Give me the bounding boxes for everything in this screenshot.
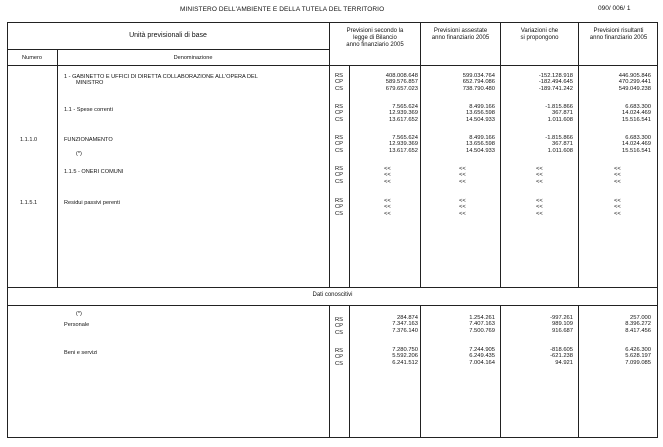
col4-values: 257.000 8.396.272 8.417.456 <box>625 315 651 334</box>
denominazione-header: Denominazione <box>173 55 213 61</box>
col1-line-lower <box>420 305 421 438</box>
col2-values: 7.244.905 6.249.435 7.004.164 <box>469 347 495 366</box>
col2-values: 1.254.261 7.407.163 7.500.769 <box>469 315 495 334</box>
col1-values: 284.874 7.347.163 7.376.140 <box>392 315 418 334</box>
note-marker: (*) <box>76 311 82 317</box>
col2-line <box>500 22 501 287</box>
section-label: 1.1 - Spese correnti <box>64 107 113 113</box>
numero-col-line <box>57 49 58 287</box>
dati-title: Dati conoscitivi <box>312 292 353 298</box>
row-codes: RS CP CS <box>335 198 344 217</box>
row-codes: RS CP CS <box>335 348 344 367</box>
col4-values: 6.426.300 5.628.197 7.099.085 <box>625 347 651 366</box>
col2-header: Previsioni assestate anno finanziario 2005 <box>431 28 490 41</box>
col2-values: << << << <box>459 198 466 217</box>
row-label: Personale <box>64 322 90 328</box>
col1-values: << << << <box>384 166 391 185</box>
col2-values: << << << <box>459 166 466 185</box>
col4-values: 6.683.300 14.024.469 15.516.541 <box>621 135 651 154</box>
col3-values: << << << <box>536 166 543 185</box>
header-divider <box>7 49 329 50</box>
code-col-line <box>349 65 350 287</box>
col1-values: 7.565.624 12.939.369 13.617.652 <box>388 104 418 123</box>
col2-values: 8.499.166 13.656.598 14.504.933 <box>465 135 495 154</box>
row-codes: RS CP CS <box>335 73 344 92</box>
row-label: Beni e servizi <box>64 350 98 356</box>
section-label: 1.1.5 - ONERI COMUNI <box>64 169 124 175</box>
col3-values: -1.815.866 367.871 1.011.608 <box>545 135 573 154</box>
row-codes: RS CP CS <box>335 135 344 154</box>
col4-values: << << << <box>614 198 621 217</box>
col3-values: -152.128.918 -182.494.645 -189.741.242 <box>538 73 573 92</box>
row-codes: RS CP CS <box>335 317 344 336</box>
col3-values: -818.605 -621.238 94.921 <box>550 347 573 366</box>
note-marker: (*) <box>76 151 82 157</box>
numero-header: Numero <box>22 55 42 61</box>
col3-values: -997.261 989.109 916.687 <box>550 315 573 334</box>
col4-values: 446.905.846 470.299.441 549.049.238 <box>618 73 651 92</box>
row-numero: 1.1.5.1 <box>20 200 38 206</box>
denominazione-col-line <box>329 22 330 287</box>
section-label: 1 - GABINETTO E UFFICI DI DIRETTA COLLABORAZIONE ALL'OPERA DEL MINISTRO <box>64 74 258 87</box>
col3-values: << << << <box>536 198 543 217</box>
col1-values: << << << <box>384 198 391 217</box>
col4-values: << << << <box>614 166 621 185</box>
row-codes: RS CP CS <box>335 166 344 185</box>
col2-line-lower <box>500 305 501 438</box>
col1-header: Previsioni secondo la legge di Bilancio anno finanziario 2005 <box>346 28 404 48</box>
col2-values: 599.034.764 652.794.086 738.790.480 <box>462 73 495 92</box>
col3-line-lower <box>578 305 579 438</box>
header-bottom-line <box>7 65 658 66</box>
col4-header: Previsioni risultanti anno finanziario 2005 <box>589 28 648 41</box>
section-label: Residui passivi perenti <box>64 200 120 206</box>
dati-top-line <box>7 287 658 288</box>
row-numero: 1.1.1.0 <box>20 137 38 143</box>
col3-values: -1.815.866 367.871 1.011.608 <box>545 104 573 123</box>
denominazione-col-line-lower <box>329 305 330 438</box>
col1-line <box>420 22 421 287</box>
col1-values: 7.565.624 12.939.369 13.617.652 <box>388 135 418 154</box>
page-code: 090/ 006/ 1 <box>598 5 631 12</box>
ministry-title: MINISTERO DELL'AMBIENTE E DELLA TUTELA DEL TERRITORIO <box>180 6 385 13</box>
code-col-line-lower <box>349 305 350 438</box>
col1-values: 408.008.648 589.576.857 679.657.023 <box>385 73 418 92</box>
dati-bottom-line <box>7 305 658 306</box>
col1-values: 7.280.750 5.592.206 6.241.512 <box>392 347 418 366</box>
col3-line <box>578 22 579 287</box>
section-label: FUNZIONAMENTO <box>64 137 113 143</box>
unita-header: Unità previsionali di base <box>129 32 207 39</box>
col4-values: 6.683.300 14.024.469 15.516.541 <box>621 104 651 123</box>
col3-header: Variazioni che si propongono <box>520 28 559 41</box>
col2-values: 8.499.166 13.656.598 14.504.933 <box>465 104 495 123</box>
row-codes: RS CP CS <box>335 104 344 123</box>
